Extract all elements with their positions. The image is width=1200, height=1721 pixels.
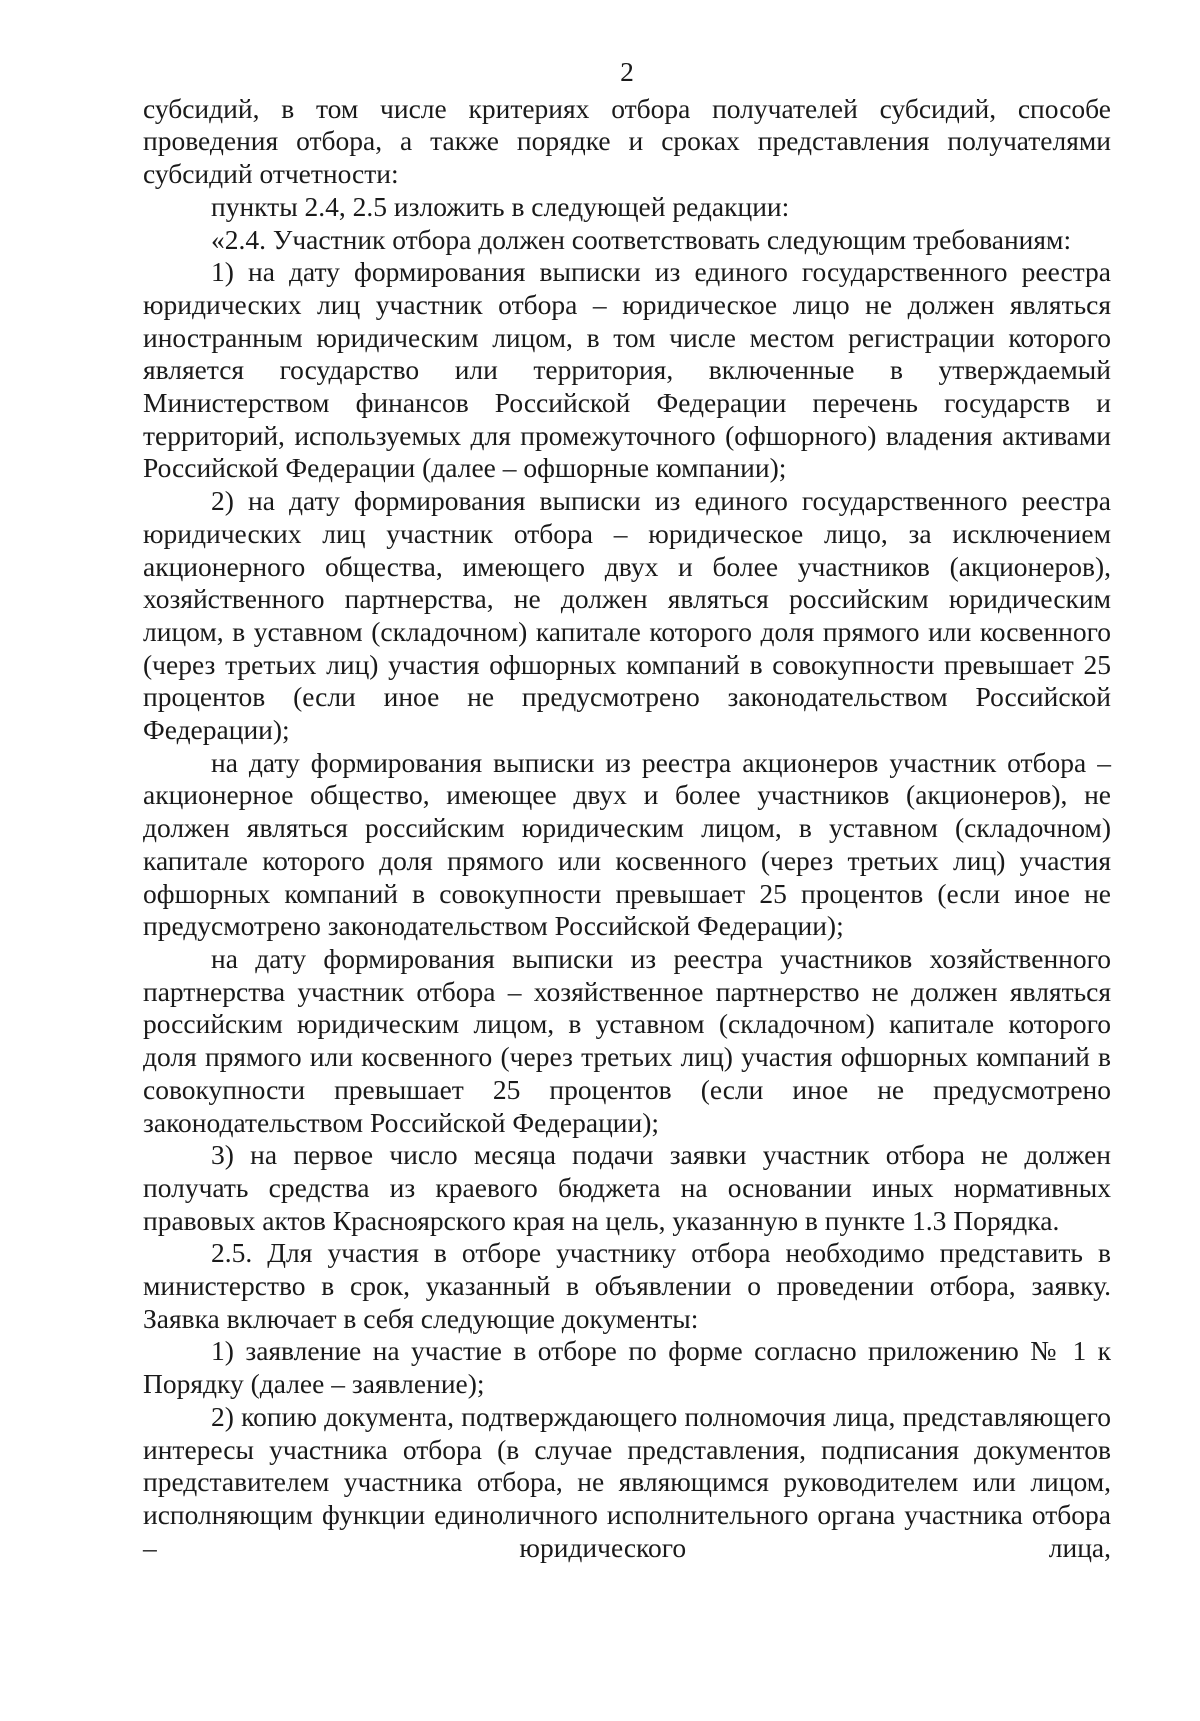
- paragraph-requirement-1: 1) на дату формирования выписки из единого государственного реестра юридических лиц участник отбора – юридическое лицо не должен являться иностранным юридическим лицом, в том числе местом регистрации которого является государство или территория, включенные в утверждаемый Министерством финансов Российской Федерации перечень государств и территорий, используемых для промежуточного (офшорного) владения активами Российской Федерации (далее – офшорные компании);: [143, 256, 1111, 484]
- paragraph-requirement-3: 3) на первое число месяца подачи заявки участник отбора не должен получать средства из краевого бюджета на основании иных нормативных правовых актов Красноярского края на цель, указанную в пункте 1.3 Порядка.: [143, 1139, 1111, 1236]
- paragraph-requirement-2-shareholders: на дату формирования выписки из реестра акционеров участник отбора – акционерное общество, имеющее двух и более участников (акционеров), не должен являться российским юридическим лицом, в уставном (складочном) капитале которого доля прямого или косвенного (через третьих лиц) участия офшорных компаний в совокупности превышает 25 процентов (если иное не предусмотрено законодательством Российской Федерации);: [143, 746, 1111, 942]
- paragraph-document-2: 2) копию документа, подтверждающего полномочия лица, представляющего интересы участника отбора (в случае представления, подписания документов представителем участника отбора, не являющимся руководителем или лицом, исполняющим функции единоличного исполнительного органа участника отбора – юридического лица,: [143, 1400, 1111, 1563]
- paragraph-intro-continuation: субсидий, в том числе критериях отбора получателей субсидий, способе проведения отбора, а также порядке и сроках представления получателями субсидий отчетности:: [143, 92, 1111, 190]
- document-page: [143, 56, 1111, 1564]
- paragraph-amendment-instruction: пункты 2.4, 2.5 изложить в следующей редакции:: [211, 190, 790, 222]
- paragraph-2-4-heading: «2.4. Участник отбора должен соответствовать следующим требованиям:: [211, 223, 1072, 255]
- paragraph-2-5-heading: 2.5. Для участия в отборе участнику отбора необходимо представить в министерство в срок, указанный в объявлении о проведении отбора, заявку. Заявка включает в себя следующие документы:: [143, 1237, 1111, 1334]
- page-number: 2: [620, 56, 634, 87]
- paragraph-requirement-2-partnership: на дату формирования выписки из реестра участников хозяйственного партнерства участник отбора – хозяйственное партнерство не должен являться российским юридическим лицом, в уставном (складочном) капитале которого доля прямого или косвенного (через третьих лиц) участия офшорных компаний в совокупности превышает 25 процентов (если иное не предусмотрено законодательством Российской Федерации);: [143, 942, 1111, 1138]
- paragraph-requirement-2: 2) на дату формирования выписки из единого государственного реестра юридических лиц участник отбора – юридическое лицо, за исключением акционерного общества, имеющего двух и более участников (акционеров), хозяйственного партнерства, не должен являться российским юридическим лицом, в уставном (складочном) капитале которого доля прямого или косвенного (через третьих лиц) участия офшорных компаний в совокупности превышает 25 процентов (если иное не предусмотрено законодательством Российской Федерации);: [143, 485, 1111, 746]
- paragraph-document-1: 1) заявление на участие в отборе по форме согласно приложению № 1 к Порядку (далее – заявление);: [143, 1335, 1111, 1400]
